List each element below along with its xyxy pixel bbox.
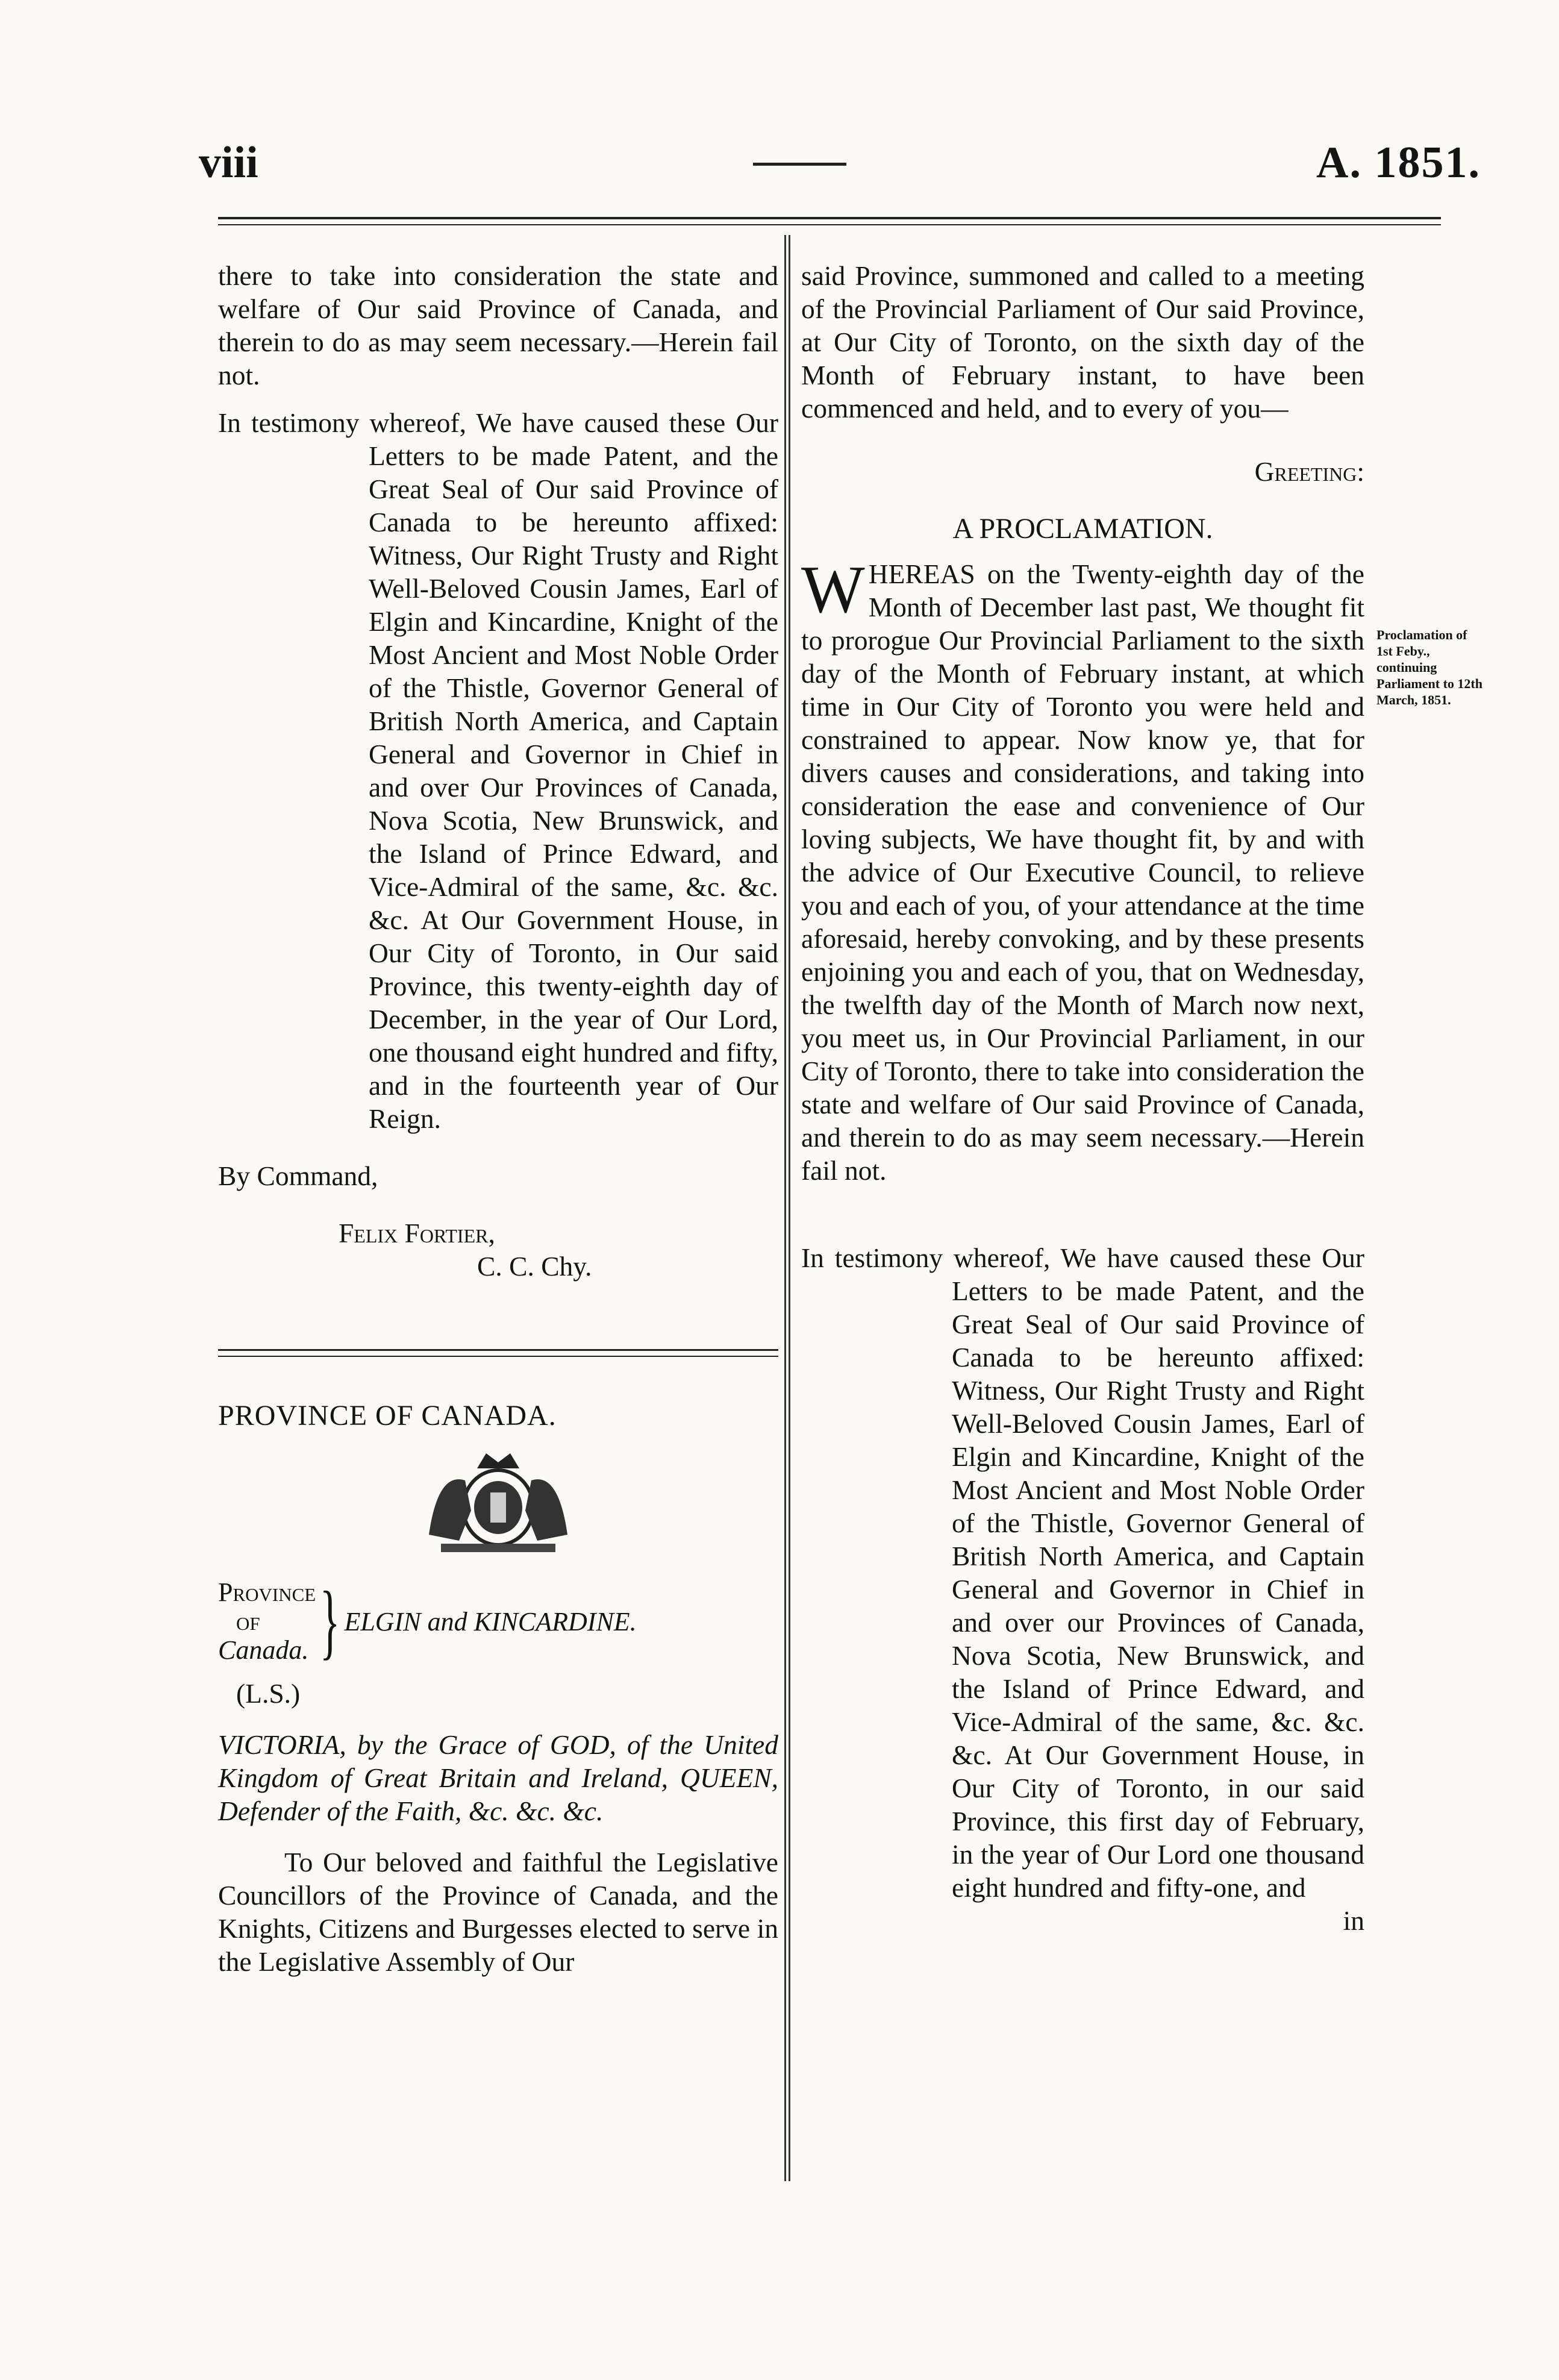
left-paragraph-1: there to take into consideration the state and welfare of Our said Province of Canada, and therein to do as may seem necessary.—Herein fail not. [218,260,778,390]
page-number: viii [199,138,258,187]
right-paragraph-1: said Province, summoned and called to a meeting of the Provincial Parliament of Our said Province, at Our City of Toronto, on the sixth day of the Month of February instant, to have been commenced and held, and to every of you— [801,260,1364,424]
province-word: Province [218,1577,316,1607]
signer-name: Felix Fortier, [339,1218,495,1248]
greeting: Greeting: [1254,456,1364,487]
by-command: By Command, [218,1160,378,1191]
header-dash [753,163,846,166]
page-header [0,137,1559,192]
elgin-kincardine: ELGIN and KINCARDINE. [344,1606,637,1636]
left-column [218,259,778,1978]
header-rule-thin [218,224,1441,225]
proclamation-heading: A PROCLAMATION. [952,513,1213,545]
left-testimony: In testimony whereof, We have caused these Our Letters to be made Patent, and the Great Seal of Our said Province of Canada to be hereunto affixed: Witness, Our Right Trusty and Right Well-Beloved Cousin James, Earl of Elgin and Kincardine, Knight of the Most Ancient and Most Noble Order of the Thistle, Governor General of British North America, and Captain General and Governor in Chief in and over Our Provinces of Canada, Nova Scotia, New Brunswick, and the Island of Prince Edward, and Vice-Admiral of the same, &c. &c. &c. At Our Government House, in Our City of Toronto, in Our said Province, this twenty-eighth day of December, in the year of Our Lord, one thousand eight hundred and fifty, and in the fourteenth year of Our Reign. [218,407,778,1134]
proclamation-body [801,553,1364,1187]
right-column [801,259,1364,1937]
section-rule [218,1349,778,1357]
catchword: in [1343,1905,1364,1936]
header-year: A. 1851. [1316,138,1481,187]
province-stack [218,1578,316,1665]
drop-cap: W [801,553,865,627]
signer-title: C. C. Chy. [477,1251,592,1282]
section-rule-top [218,1349,778,1351]
proclamation-text: HEREAS on the Twenty-eighth day of the Month of December last past, We thought fit to prorogue Our Provincial Parliament to the sixth day of the Month of February instant, at which time in Our City of Toronto you were held and constrained to appear. Now know ye, that for divers causes and considerations, and taking into consideration the ease and convenience of Our loving subjects, We have thought fit, by and with the advice of Our Executive Council, to relieve you and each of you, of your attendance at the time aforesaid, hereby convoking, and by these presents enjoining you and each of you, that on Wednesday, the twelfth day of the Month of March now next, you meet us, in Our Provincial Parliament, in our City of Toronto, there to take into consideration the state and welfare of Our said Province of Canada, and therein to do as may seem necessary.—Herein fail not. [801,559,1364,1186]
royal-arms [218,1444,778,1566]
section-rule-bottom [218,1356,778,1357]
seal-mark: (L.S.) [236,1678,301,1709]
canada-word: Canada. [218,1635,309,1665]
province-heading: PROVINCE OF CANADA. [218,1400,557,1432]
column-separator [784,235,790,2181]
royal-arms-icon [405,1444,592,1559]
victoria-title: VICTORIA, by the Grace of GOD, of the United Kingdom of Great Britain and Ireland, QUEEN, Defender of the Faith, &c. &c. &c. [218,1729,778,1826]
header-rule-thick [218,217,1441,219]
left-address: To Our beloved and faithful the Legislative Councillors of the Province of Canada, and the Knights, Citizens and Burgesses elected to serve in the Legislative Assembly of Our [218,1847,778,1977]
brace: } [320,1574,340,1668]
margin-note: Proclamation of 1st Feby., continuing Parliament to 12th March, 1851. [1376,627,1482,707]
province-signature-block [218,1574,778,1668]
right-testimony: In testimony whereof, We have caused these Our Letters to be made Patent, and the Great Seal of Our said Province of Canada to be hereunto affixed: Witness, Our Right Trusty and Right Well-Beloved Cousin James, Earl of Elgin and Kincardine, Knight of the Most Ancient and Most Noble Order of the Thistle, Governor General of British North America, and Captain General and Governor in Chief in and over our Provinces of Canada, Nova Scotia, New Brunswick, and the Island of Prince Edward, and Vice-Admiral of the same, &c. &c. &c. At Our Government House, in Our City of Toronto, in our said Province, this first day of February, in the year of Our Lord one thousand eight hundred and fifty-one, and [801,1242,1364,1903]
of-word: of [236,1606,260,1636]
